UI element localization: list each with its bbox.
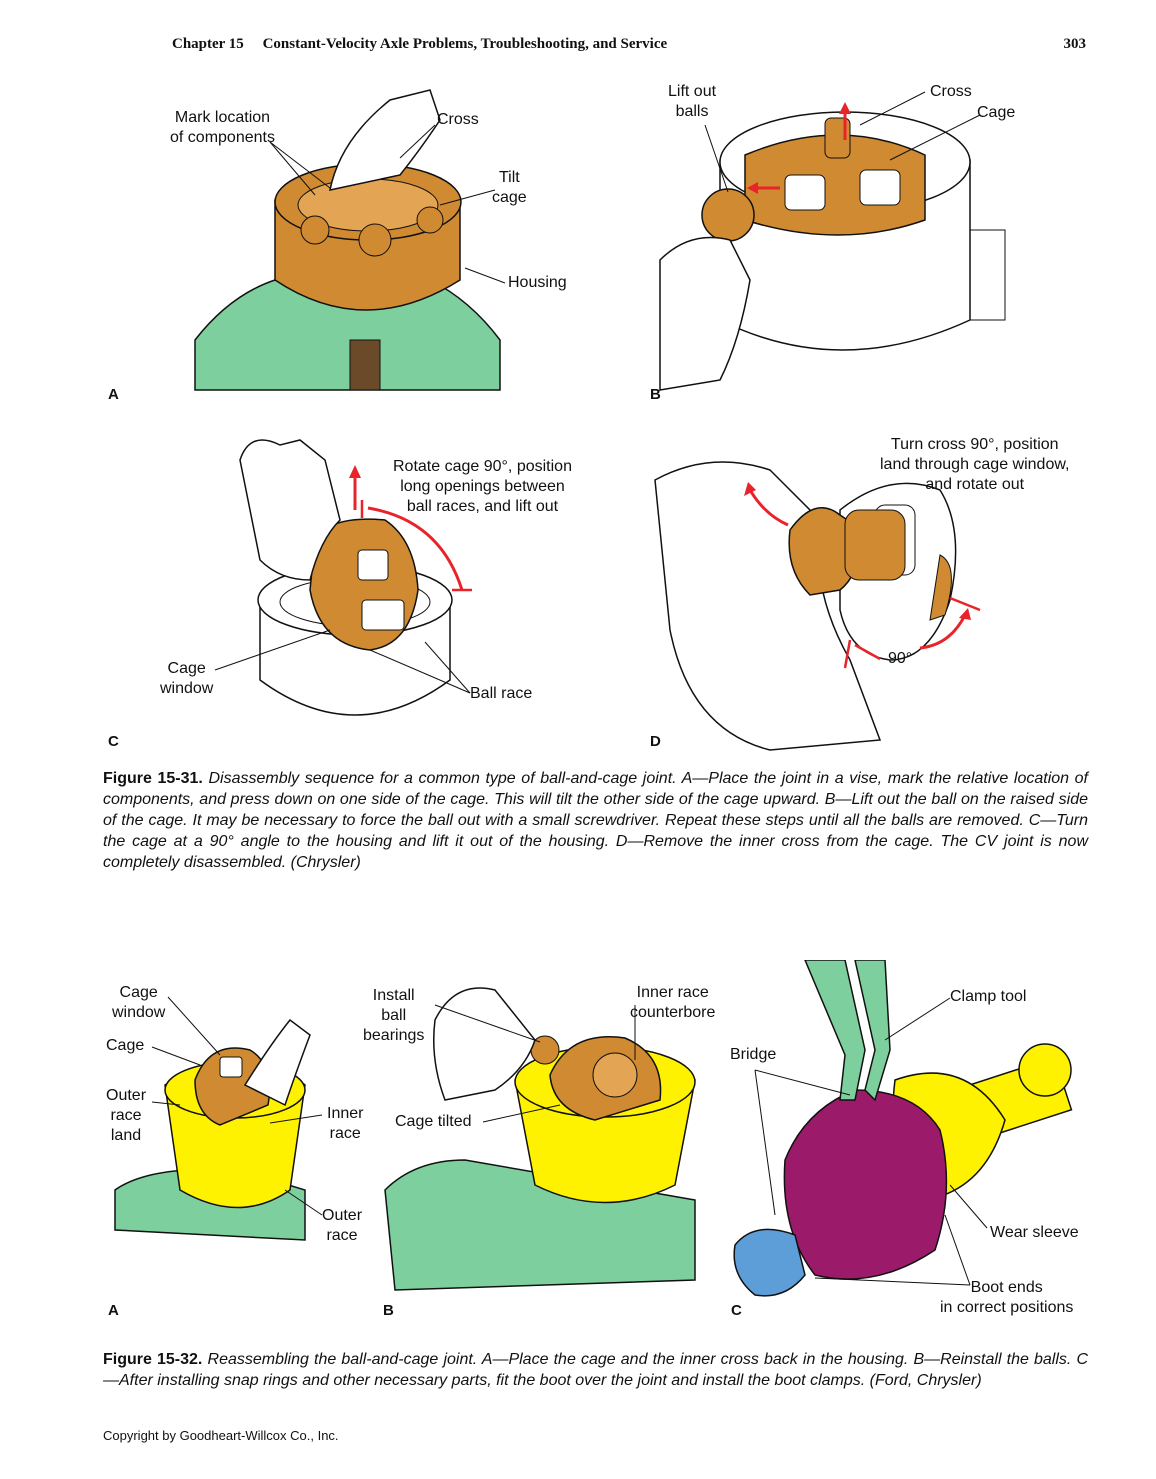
panel-letter: C <box>108 733 119 750</box>
figure32-caption <box>103 1349 1088 1391</box>
label-boot-ends: Boot ends in correct positions <box>940 1279 1074 1316</box>
label-lift-out-balls: Lift out balls <box>668 83 717 120</box>
label-cage: Cage <box>106 1037 145 1054</box>
figure32-caption-title: Figure 15-32. <box>103 1351 203 1368</box>
label-cage-window: Cage window <box>112 984 166 1021</box>
fig32-panel-c <box>725 960 1095 1320</box>
label-cross: Cross <box>437 111 479 128</box>
label-tilt-cage: Tilt cage <box>492 169 527 206</box>
label-cage: Cage <box>977 104 1016 121</box>
label-inner-race: Inner race <box>327 1105 364 1142</box>
label-cage-tilted: Cage tilted <box>395 1113 472 1130</box>
label-cross: Cross <box>930 83 972 100</box>
label-housing: Housing <box>508 274 567 291</box>
panel-letter: B <box>383 1302 394 1319</box>
label-turn-cross: Turn cross 90°, position land through cage window, and rotate out <box>880 436 1070 493</box>
page-number: 303 <box>1063 36 1086 52</box>
figure31-caption-title: Figure 15-31. <box>103 770 203 787</box>
panel-letter: A <box>108 1302 119 1319</box>
fig31-panel-c <box>100 430 620 755</box>
panel-letter: D <box>650 733 661 750</box>
label-bridge: Bridge <box>730 1046 777 1063</box>
label-90-degrees: 90° <box>888 650 913 667</box>
label-wear-sleeve: Wear sleeve <box>990 1224 1079 1241</box>
panel-letter: C <box>731 1302 742 1319</box>
panel-letter: A <box>108 386 119 403</box>
fig32-a-illustration <box>100 975 380 1320</box>
chapter-header <box>172 36 667 53</box>
figure31-caption-text: Disassembly sequence for a common type of ball-and-cage joint. A—Place the joint in a vise, mark the relative location of components, and press down on one side of the cage. This will tilt the other side of the cage upward. B—Lift out the ball on the raised side of the cage. It may be necessary to force the ball out with a small screwdriver. Repeat these steps until all the balls are removed. C—Turn the cage at a 90° angle to the housing and lift it out of the housing. D—Remove the inner cross from the cage. The CV joint is now completely disassembled. (Chrysler) <box>103 770 1088 871</box>
label-inner-race-counterbore: Inner race counterbore <box>630 984 716 1021</box>
label-rotate-cage: Rotate cage 90°, position long openings between ball races, and lift out <box>393 458 572 515</box>
label-cage-window: Cage window <box>160 660 214 697</box>
chapter-number: Chapter 15 <box>172 36 244 52</box>
figure31-caption <box>103 768 1088 873</box>
label-clamp-tool: Clamp tool <box>950 988 1027 1005</box>
label-install-ball-bearings: Install ball bearings <box>363 987 425 1044</box>
copyright-footer: Copyright by Goodheart-Willcox Co., Inc. <box>103 1428 339 1443</box>
label-outer-race: Outer race <box>322 1207 363 1244</box>
fig32-panel-b <box>363 960 720 1320</box>
label-outer-race-land: Outer race land <box>106 1087 147 1144</box>
fig32-panel-a <box>100 975 380 1320</box>
fig32-c-illustration <box>725 960 1095 1320</box>
figure32-caption-text: Reassembling the ball-and-cage joint. A—Place the cage and the inner cross back in the housing. B—Reinstall the balls. C—After installing snap rings and other necessary parts, fit the boot over the joint and install the boot clamps. (Ford, Chrysler) <box>103 1351 1089 1389</box>
fig31-b-illustration <box>650 80 1090 410</box>
chapter-title: Constant-Velocity Axle Problems, Troubleshooting, and Service <box>262 36 668 52</box>
label-mark-location: Mark location of components <box>170 109 275 146</box>
label-ball-race: Ball race <box>470 685 533 702</box>
fig31-panel-d <box>650 430 1090 755</box>
fig31-panel-b <box>650 80 1090 410</box>
panel-letter: B <box>650 386 661 403</box>
fig31-panel-a <box>100 80 620 410</box>
